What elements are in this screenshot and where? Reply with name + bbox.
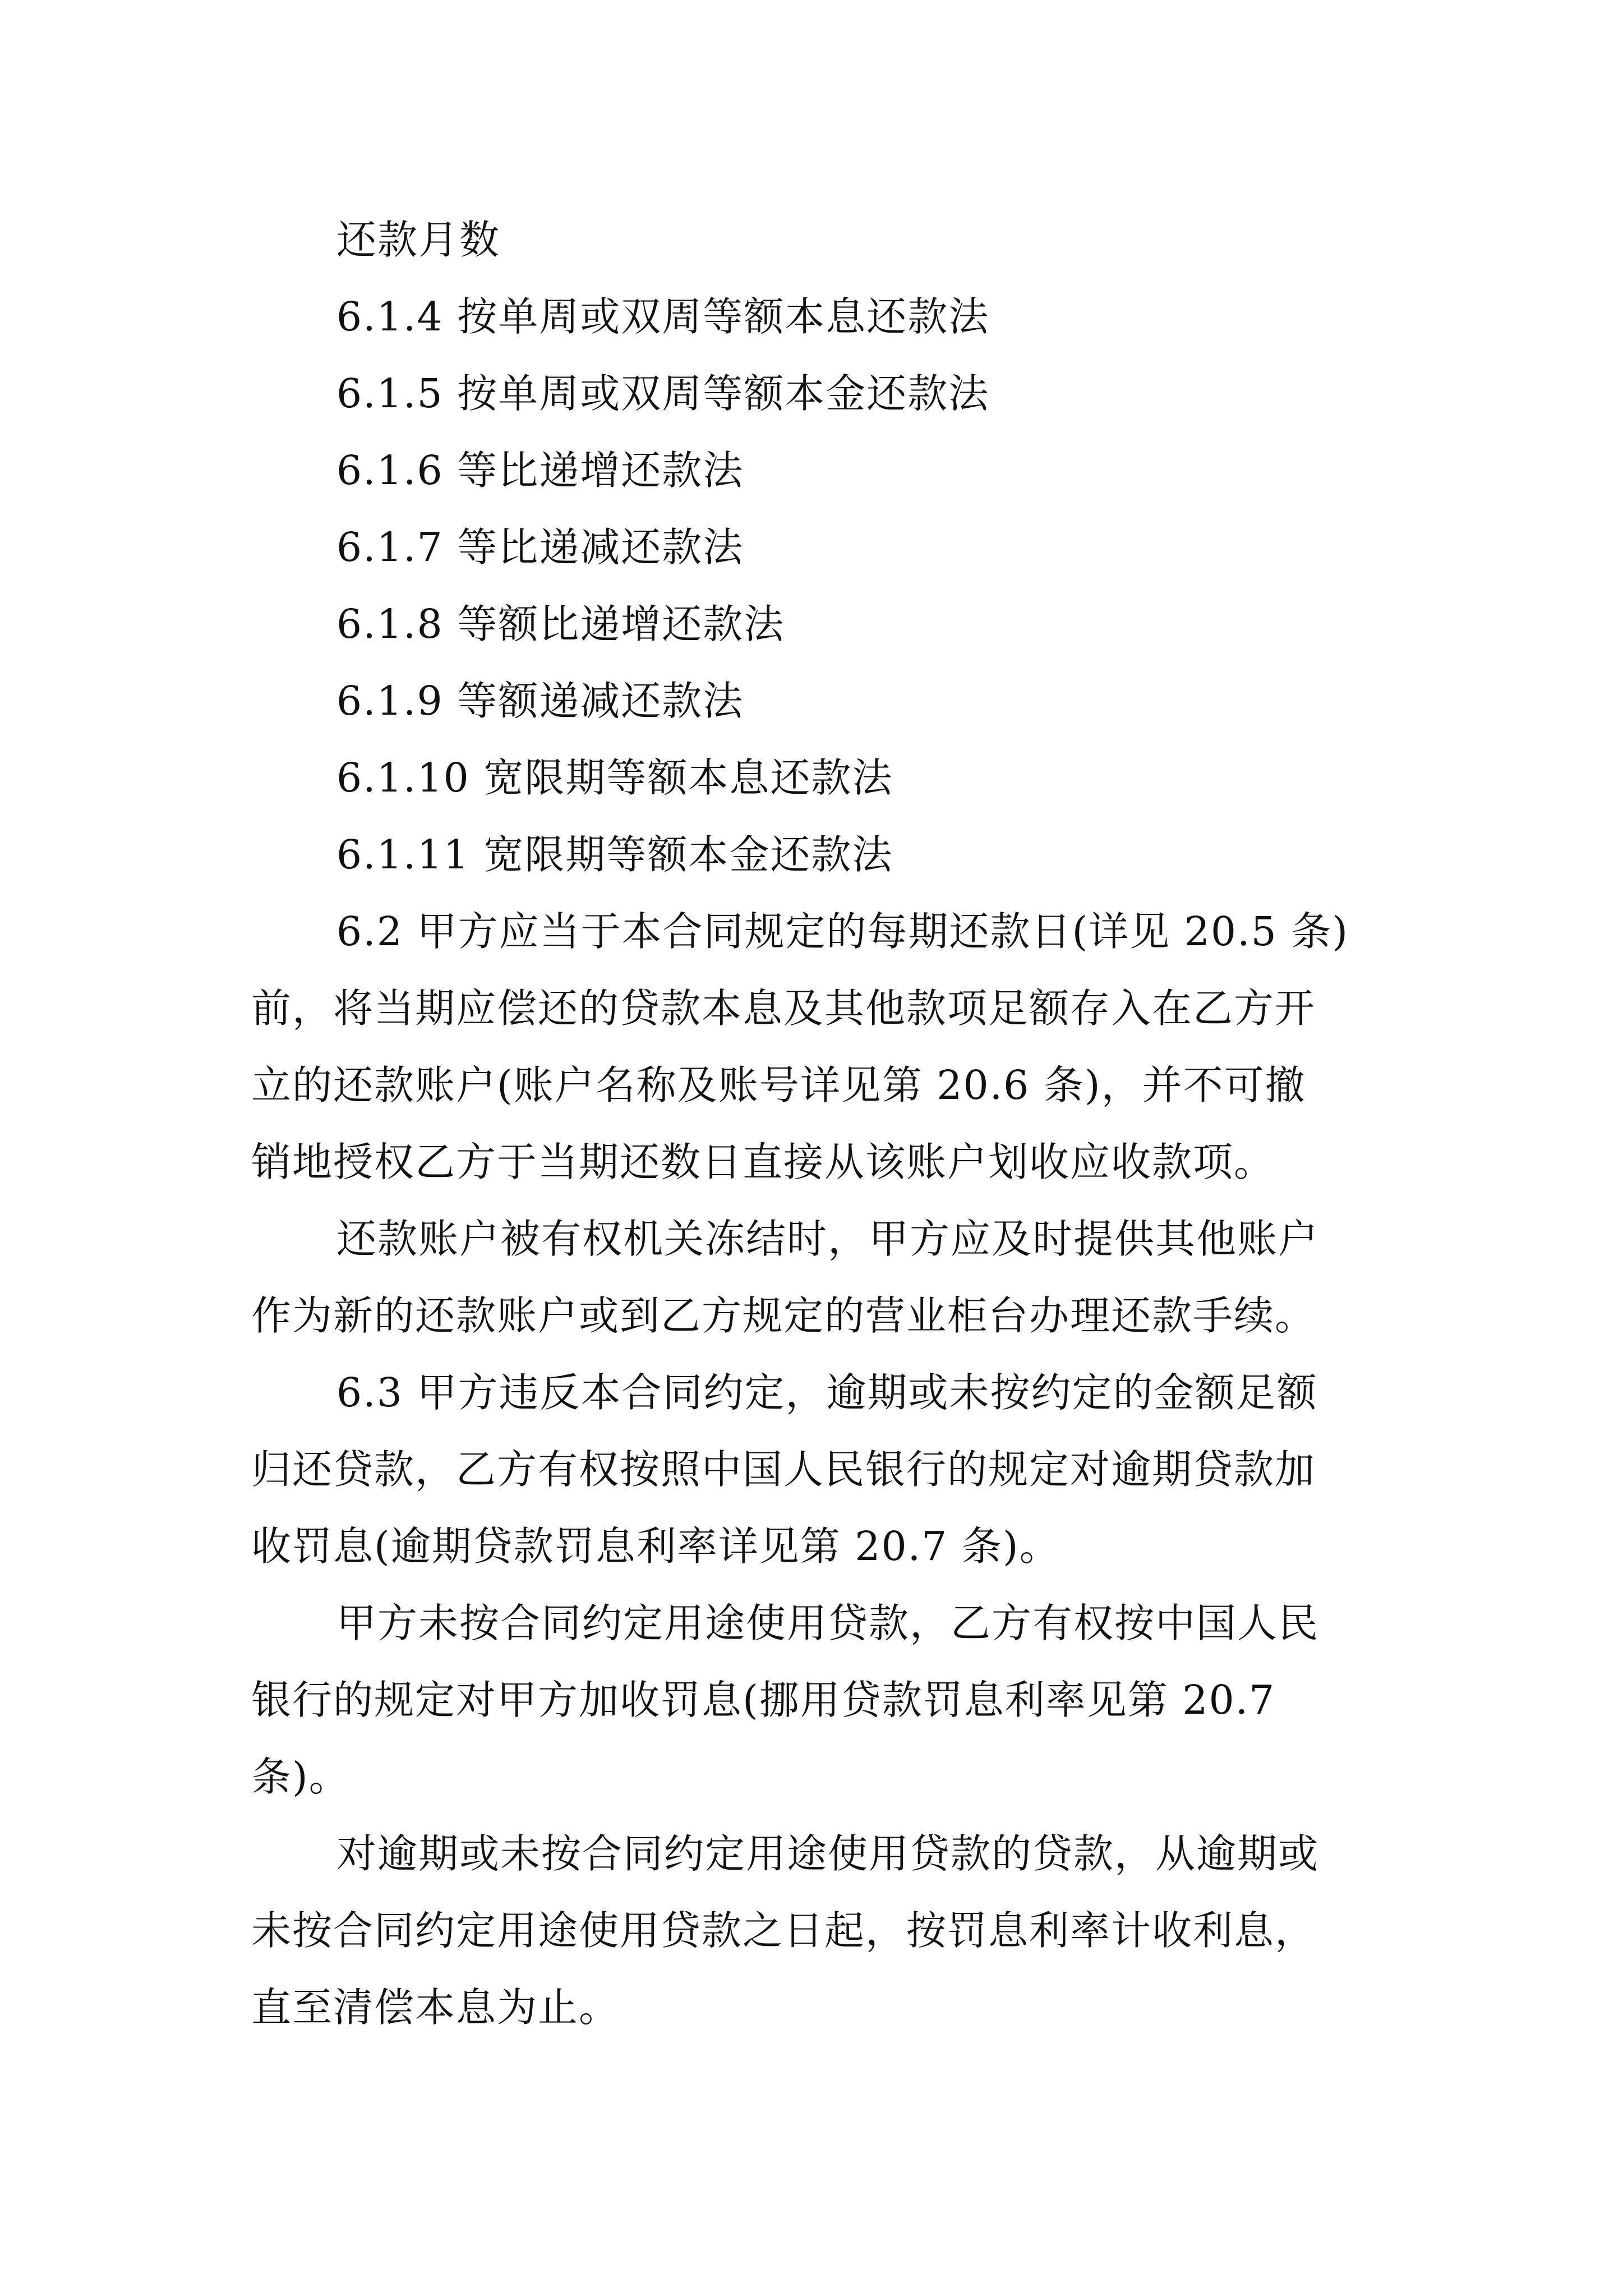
paragraph-line: 销地授权乙方于当期还数日直接从该账户划收应收款项。 <box>251 1139 1275 1185</box>
paragraph-line: 直至清偿本息为止。 <box>251 1984 620 2031</box>
paragraph-line: 作为新的还款账户或到乙方规定的营业柜台办理还款手续。 <box>251 1292 1316 1339</box>
item-line: 6.1.4 按单周或双周等额本息还款法 <box>336 293 990 340</box>
item-line: 6.1.6 等比递增还款法 <box>336 447 744 494</box>
item-line: 6.1.5 按单周或双周等额本金还款法 <box>336 370 990 417</box>
paragraph-line: 还款账户被有权机关冻结时，甲方应及时提供其他账户 <box>336 1216 1320 1262</box>
paragraph-line: 前，将当期应偿还的贷款本息及其他款项足额存入在乙方开 <box>251 985 1316 1032</box>
item-line: 6.1.11 宽限期等额本金还款法 <box>336 831 893 878</box>
paragraph-line: 立的还款账户(账户名称及账号详见第 20.6 条)，并不可撤 <box>251 1062 1306 1108</box>
paragraph-line: 收罚息(逾期贷款罚息利率详见第 20.7 条)。 <box>251 1523 1061 1570</box>
paragraph-line: 6.3 甲方违反本合同约定，逾期或未按约定的金额足额 <box>336 1369 1318 1416</box>
paragraph-line: 未按合同约定用途使用贷款之日起，按罚息利率计收利息， <box>251 1907 1316 1954</box>
paragraph-line: 条)。 <box>251 1754 350 1800</box>
item-line: 6.1.9 等额递减还款法 <box>336 678 744 724</box>
paragraph-line: 对逾期或未按合同约定用途使用贷款的贷款，从逾期或 <box>336 1830 1320 1877</box>
item-line: 6.1.7 等比递减还款法 <box>336 524 744 570</box>
paragraph-line: 银行的规定对甲方加收罚息(挪用贷款罚息利率见第 20.7 <box>251 1677 1276 1723</box>
paragraph-line: 甲方未按合同约定用途使用贷款，乙方有权按中国人民 <box>336 1600 1320 1646</box>
paragraph-line: 6.2 甲方应当于本合同规定的每期还款日(详见 20.5 条) <box>336 908 1349 955</box>
item-line: 6.1.8 等额比递增还款法 <box>336 601 785 647</box>
paragraph-line: 归还贷款，乙方有权按照中国人民银行的规定对逾期贷款加 <box>251 1446 1316 1493</box>
item-line: 还款月数 <box>336 217 501 263</box>
item-line: 6.1.10 宽限期等额本息还款法 <box>336 754 893 801</box>
